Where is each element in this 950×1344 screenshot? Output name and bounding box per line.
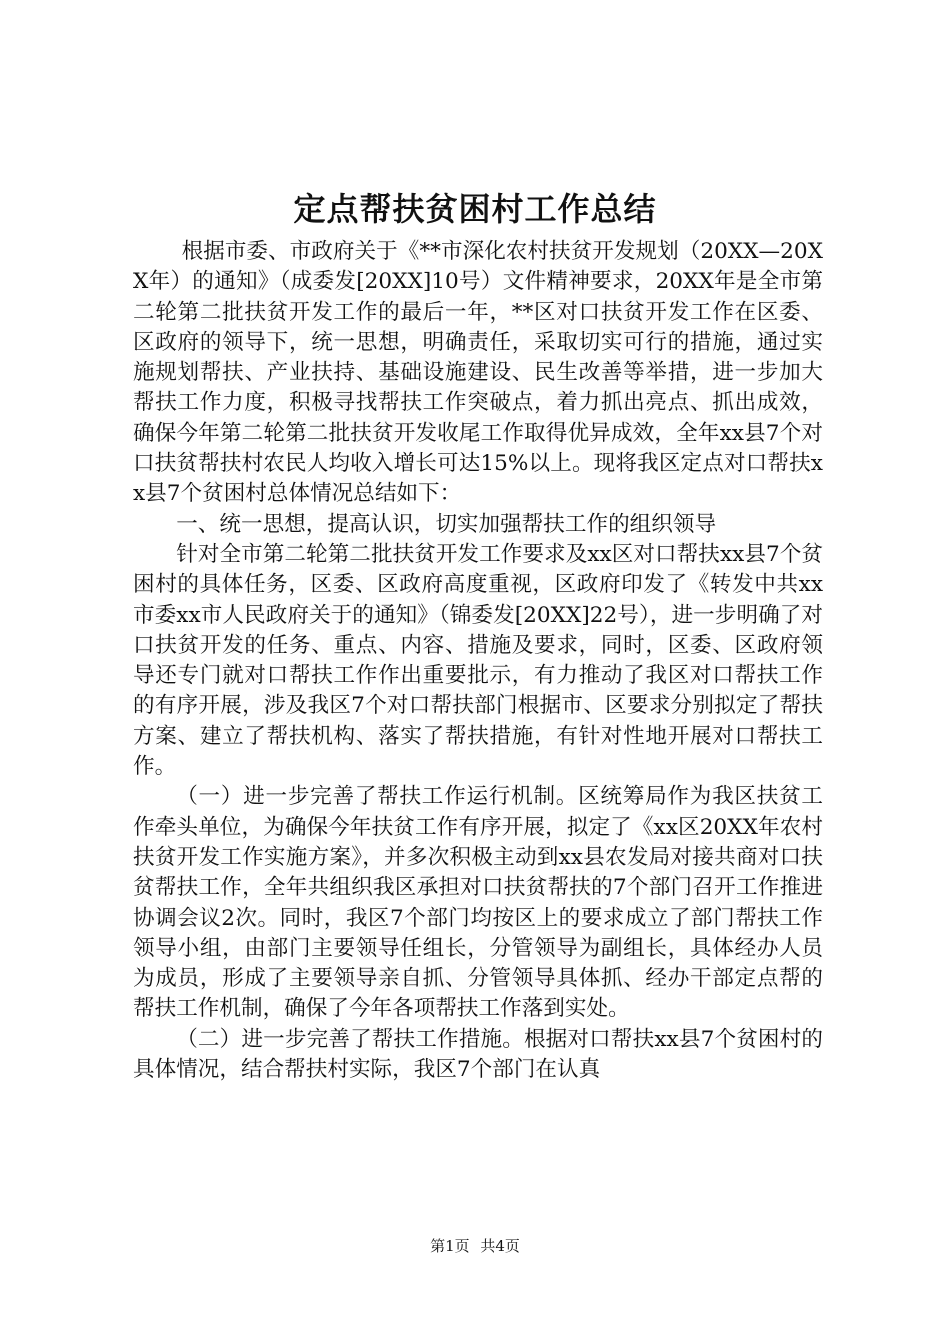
page-footer [0,1236,950,1256]
page-total: 共4页 [480,1237,520,1255]
section-heading: 一、统一思想，提高认识，切实加强帮扶工作的组织领导 [176,511,717,537]
document-body [133,237,823,1085]
paragraph-subsection-1: （一）进一步完善了帮扶工作运行机制。区统筹局作为我区扶贫工作牵头单位，为确保今年扶贫工作有序开展，拟定了《xx区20XX年农村扶贫开发工作实施方案》，并多次积极主动到xx县农发局对接共商对口扶贫帮扶工作，全年共组织我区承担对口扶贫帮扶的7个部门召开工作推进协调会议2次。同时，我区7个部门均按区上的要求成立了部门帮扶工作领导小组，由部门主要领导任组长，分管领导为副组长，具体经办人员为成员，形成了主要领导亲自抓、分管领导具体抓、经办干部定点帮的帮扶工作机制，确保了今年各项帮扶工作落到实处。 [133,784,823,1022]
paragraph-subsection-2: （二）进一步完善了帮扶工作措施。根据对口帮扶xx县7个贫困村的具体情况，结合帮扶村实际，我区7个部门在认真 [133,1026,823,1083]
paragraph-body: 针对全市第二轮第二批扶贫开发工作要求及xx区对口帮扶xx县7个贫困村的具体任务，区委、区政府高度重视，区政府印发了《转发中共xx市委xx市人民政府关于的通知》（锦委发[20XX]22号），进一步明确了对口扶贫开发的任务、重点、内容、措施及要求，同时，区委、区政府领导还专门就对口帮扶工作作出重要批示，有力推动了我区对口帮扶工作的有序开展，涉及我区7个对口帮扶部门根据市、区要求分别拟定了帮扶方案、建立了帮扶机构、落实了帮扶措施，有针对性地开展对口帮扶工作。 [133,541,823,780]
paragraph-intro: 根据市委、市政府关于《**市深化农村扶贫开发规划（20XX—20XX年）的通知》（成委发[20XX]10号）文件精神要求，20XX年是全市第二轮第二批扶贫开发工作的最后一年，**区对口扶贫开发工作在区委、区政府的领导下，统一思想，明确责任，采取切实可行的措施，通过实施规划帮扶、产业扶持、基础设施建设、民生改善等举措，进一步加大帮扶工作力度，积极寻找帮扶工作突破点，着力抓出亮点、抓出成效，确保今年第二轮第二批扶贫开发收尾工作取得优异成效，全年xx县7个对口扶贫帮扶村农民人均收入增长可达15%以上。现将我区定点对口帮扶xx县7个贫困村总体情况总结如下： [133,239,823,507]
document-title: 定点帮扶贫困村工作总结 [293,190,657,228]
page-number: 第1页 [430,1237,470,1255]
